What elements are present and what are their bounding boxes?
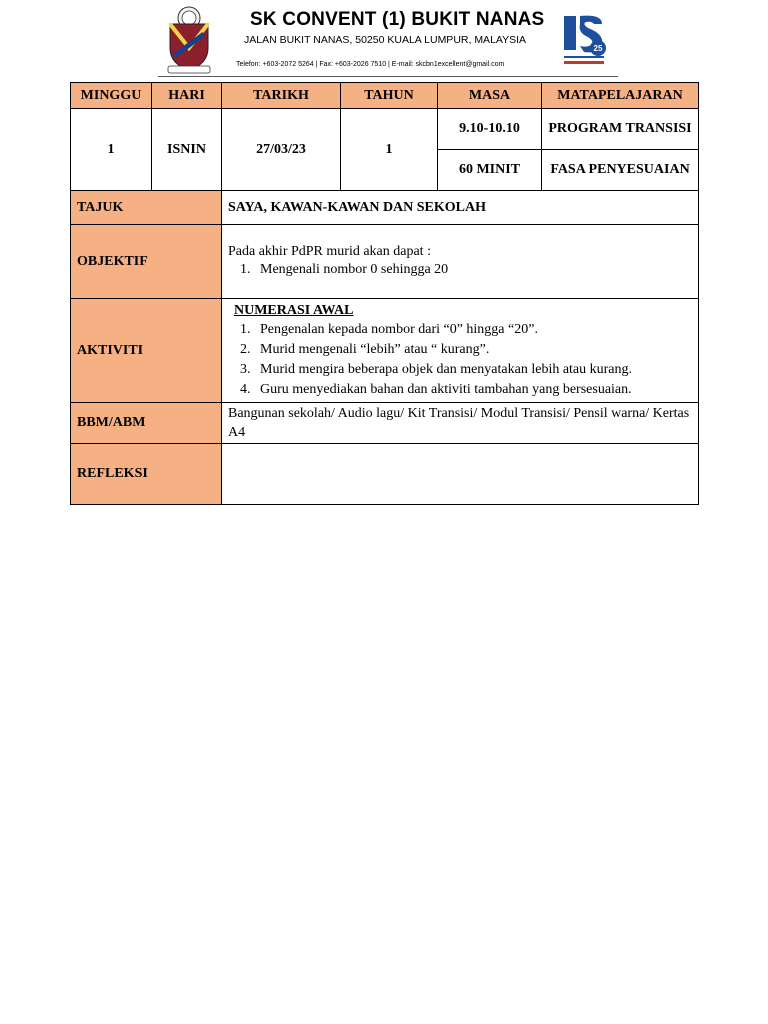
list-item: 4. Guru menyediakan bahan dan aktiviti tambahan yang bersesuaian. bbox=[254, 380, 692, 400]
header-masa: MASA bbox=[438, 83, 542, 109]
bbm-value: Bangunan sekolah/ Audio lagu/ Kit Transisi/ Modul Transisi/ Pensil warna/ Kertas A4 bbox=[222, 403, 699, 444]
refleksi-value bbox=[222, 444, 699, 505]
list-item: 1. Mengenali nombor 0 sehingga 20 bbox=[254, 260, 692, 280]
table-row bbox=[71, 299, 699, 403]
header-tarikh: TARIKH bbox=[222, 83, 341, 109]
anniversary-logo-icon bbox=[558, 10, 610, 68]
objektif-cell bbox=[222, 225, 699, 299]
table-header-row bbox=[71, 83, 699, 109]
aktiviti-title: NUMERASI AWAL bbox=[234, 302, 354, 318]
table-row bbox=[71, 403, 699, 444]
aktiviti-label: AKTIVITI bbox=[71, 299, 222, 403]
objektif-intro: Pada akhir PdPR murid akan dapat : bbox=[228, 243, 431, 259]
subject-phase-value: FASA PENYESUAIAN bbox=[542, 150, 699, 191]
header-matapelajaran: MATAPELAJARAN bbox=[542, 83, 699, 109]
objektif-label: OBJEKTIF bbox=[71, 225, 222, 299]
letterhead bbox=[158, 0, 618, 80]
school-contact: Telefon: +603-2072 5264 | Fax: +603-2026 7510 | E-mail: skcbn1excellent@gmail.com bbox=[236, 61, 505, 68]
tajuk-value: SAYA, KAWAN-KAWAN DAN SEKOLAH bbox=[222, 191, 699, 225]
minggu-value: 1 bbox=[71, 109, 152, 191]
school-address: JALAN BUKIT NANAS, 50250 KUALA LUMPUR, MALAYSIA bbox=[244, 34, 527, 46]
aktiviti-list bbox=[228, 320, 692, 400]
hari-value: ISNIN bbox=[152, 109, 222, 191]
header-divider bbox=[158, 76, 618, 77]
subject-program-value: PROGRAM TRANSISI bbox=[542, 109, 699, 150]
tajuk-label: TAJUK bbox=[71, 191, 222, 225]
header-tahun: TAHUN bbox=[341, 83, 438, 109]
refleksi-label: REFLEKSI bbox=[71, 444, 222, 505]
table-row bbox=[71, 109, 699, 150]
tarikh-value: 27/03/23 bbox=[222, 109, 341, 191]
objektif-list bbox=[228, 260, 692, 280]
aktiviti-cell bbox=[222, 299, 699, 403]
list-item: 3. Murid mengira beberapa objek dan menyatakan lebih atau kurang. bbox=[254, 360, 692, 380]
school-crest-icon bbox=[164, 4, 214, 74]
masa-time-value: 9.10-10.10 bbox=[438, 109, 542, 150]
list-item: 1. Pengenalan kepada nombor dari “0” hingga “20”. bbox=[254, 320, 692, 340]
bbm-label: BBM/ABM bbox=[71, 403, 222, 444]
header-minggu: MINGGU bbox=[71, 83, 152, 109]
header-hari: HARI bbox=[152, 83, 222, 109]
list-item: 2. Murid mengenali “lebih” atau “ kurang”. bbox=[254, 340, 692, 360]
lesson-plan-table bbox=[70, 82, 699, 505]
table-row bbox=[71, 444, 699, 505]
school-name: SK CONVENT (1) BUKIT NANAS bbox=[250, 9, 545, 30]
tahun-value: 1 bbox=[341, 109, 438, 191]
masa-duration-value: 60 MINIT bbox=[438, 150, 542, 191]
table-row bbox=[71, 225, 699, 299]
table-row bbox=[71, 191, 699, 225]
anniversary-badge-text: 25 bbox=[593, 44, 603, 53]
